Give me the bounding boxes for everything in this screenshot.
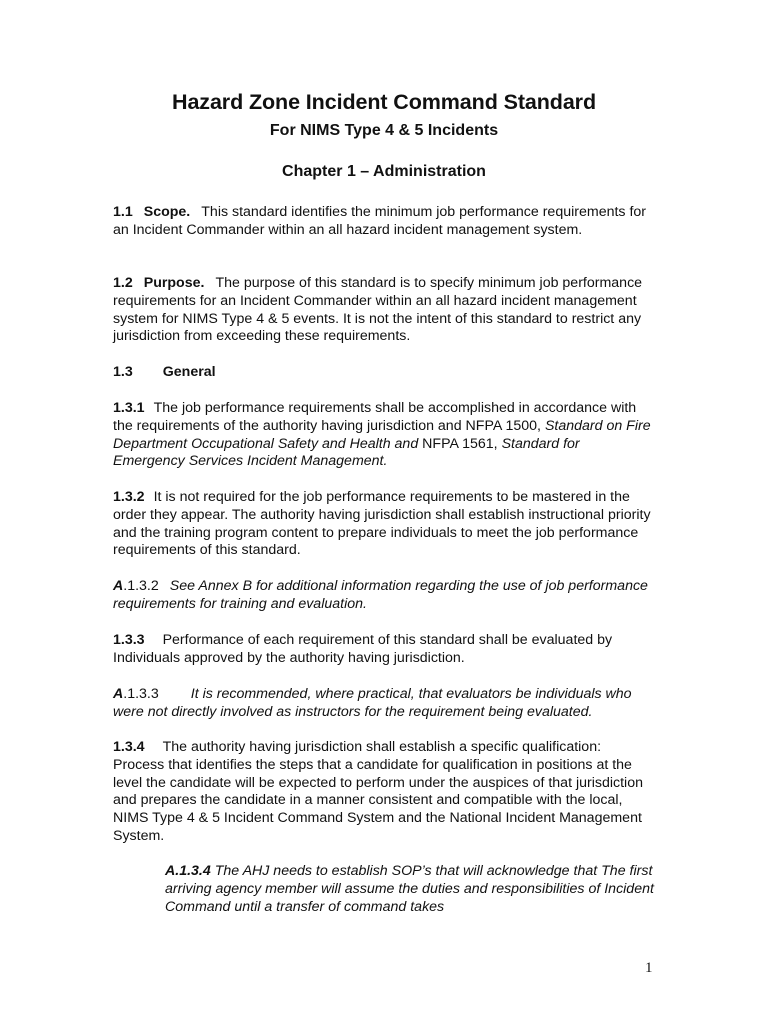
section-text: The purpose of this standard is to specify minimum job performance requirements for an Incident Commander within an all hazard incident management system for NIMS Type 4 & 5 events. It is not the intent of this standard to restrict any jurisdiction from exceeding these requirements.: [113, 275, 643, 345]
standard-title-1500: Standard on Fire Department Occupational Safety and Health and: [113, 417, 651, 452]
section-1-3-2: [113, 489, 653, 560]
annex-note-1-3-4: [165, 863, 655, 916]
standard-title-1561: Standard for Emergency Services Incident Management.: [113, 435, 580, 470]
section-text: Performance of each requirement of this standard shall be evaluated by Individuals approved by the authority having jurisdiction.: [113, 632, 613, 666]
section-text: The job performance requirements shall be accomplished in accordance with the requirements of the authority having jurisdiction and NFPA 1500,: [113, 400, 637, 434]
section-1-3-1: [113, 400, 653, 471]
annex-text-continued: that The first arriving agency member will assume the duties and responsibilities of Incident Command until a transfer of command takes: [165, 863, 654, 915]
annex-number: .1.3.3: [123, 686, 159, 702]
document-subtitle: For NIMS Type 4 & 5 Incidents: [269, 122, 499, 139]
section-text: It is not required for the job performance requirements to be mastered in the order they appear. The authority having jurisdiction shall establish instructional priority and the training program content to prepare individuals to meet the job performance requirements of this standard.: [113, 489, 651, 559]
section-number: 1.1: [113, 204, 133, 220]
section-number: 1.3.1: [113, 400, 145, 416]
section-1-2: [113, 275, 653, 346]
annex-prefix: A: [113, 686, 124, 702]
section-1-3-3: [113, 632, 653, 668]
section-text: This standard identifies the minimum job performance requirements for an Incident Commander within an all hazard incident management system.: [113, 204, 647, 238]
annex-prefix: A: [113, 578, 124, 594]
section-number: 1.3.2: [113, 489, 145, 505]
document-title: Hazard Zone Incident Command Standard: [172, 90, 596, 114]
chapter-heading: Chapter 1 – Administration: [282, 163, 486, 180]
annex-text: It is recommended, where practical, that evaluators be individuals who were not directly involved as instructors for the requirement being evaluated.: [113, 686, 632, 720]
section-number: 1.3.4: [113, 739, 145, 755]
section-number: 1.2: [113, 275, 133, 291]
annex-number: A.1.3.4: [165, 863, 211, 879]
section-heading: Scope.: [143, 204, 191, 220]
section-heading: General: [162, 364, 216, 380]
section-number: 1.3.3: [113, 632, 145, 648]
section-1-1: [113, 204, 653, 240]
section-text: NFPA 1561,: [422, 435, 498, 452]
annex-note-1-3-2: [113, 578, 653, 614]
annex-text: See Annex B for additional information regarding the use of job performance requirements for training and evaluation.: [113, 578, 648, 612]
annex-note-1-3-3: [113, 686, 663, 722]
section-text: The authority having jurisdiction shall establish a specific qualification: Process that identifies the steps that a candidate for qualification in positions at the level the candidate will be expected to perform under the auspices of that jurisdiction and prepares the candidate in a manner consistent and compatible with the local, NIMS Type 4 & 5 Incident Command System and the National Incident Management System.: [113, 739, 643, 844]
section-1-3-4: [113, 739, 653, 846]
section-heading: Purpose.: [143, 275, 205, 291]
page-number: 1: [645, 960, 653, 976]
annex-text: The AHJ needs to establish SOP’s that will acknowledge: [214, 863, 570, 879]
annex-number: .1.3.2: [123, 578, 159, 594]
section-1-3: [113, 364, 653, 382]
section-number: 1.3: [113, 364, 133, 380]
